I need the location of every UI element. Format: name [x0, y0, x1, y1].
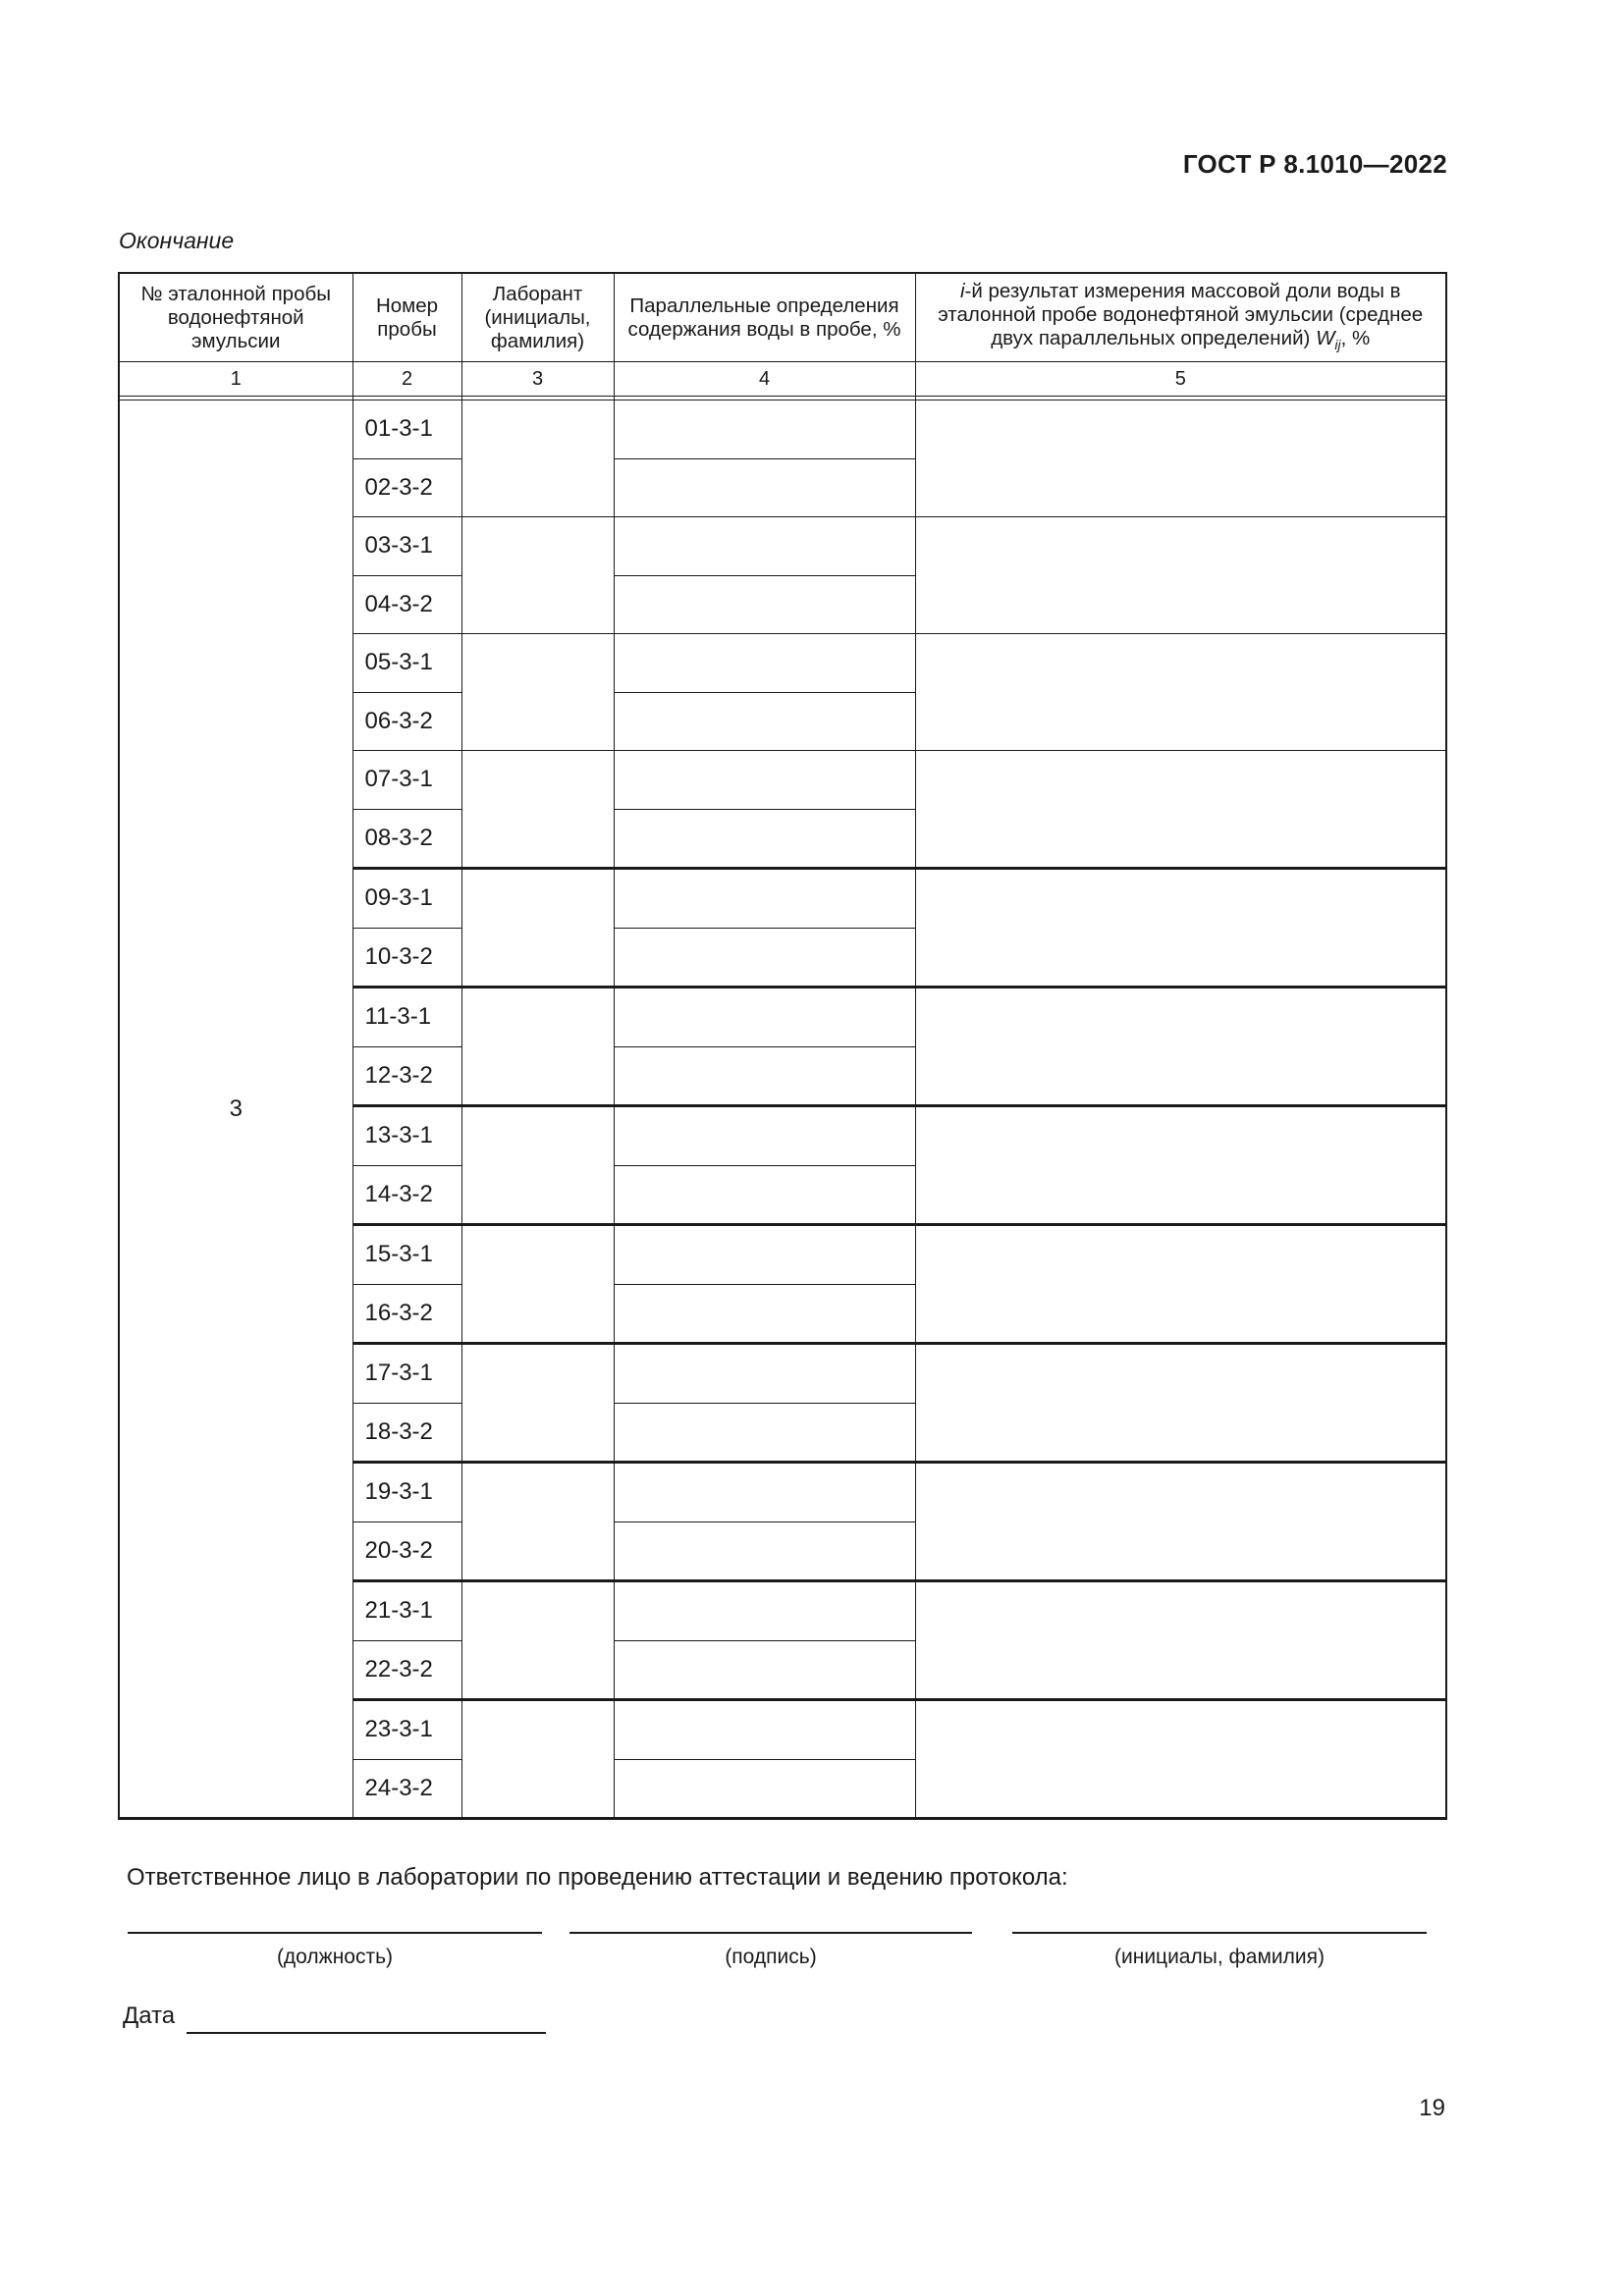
laborant-cell[interactable] [461, 869, 614, 988]
parallel-determination-cell[interactable] [614, 1463, 915, 1522]
column-number-row [119, 362, 1446, 397]
sample-number-cell: 05-3-1 [352, 634, 461, 693]
protocol-table [118, 272, 1447, 1820]
column-header-parallel: Параллельные определения содержания воды в пробе, % [614, 273, 915, 362]
parallel-determination-cell[interactable] [614, 1759, 915, 1819]
laborant-cell[interactable] [461, 517, 614, 634]
name-label: (инициалы, фамилия) [1114, 1946, 1325, 1968]
column-number-3: 3 [461, 362, 614, 397]
column-number-5: 5 [915, 362, 1446, 397]
parallel-determination-cell[interactable] [614, 458, 915, 517]
document-code: ГОСТ Р 8.1010—2022 [1182, 149, 1447, 179]
sample-number-cell: 22-3-2 [352, 1640, 461, 1700]
sample-number-cell: 19-3-1 [352, 1463, 461, 1522]
parallel-determination-cell[interactable] [614, 1106, 915, 1166]
result-cell[interactable] [915, 1581, 1446, 1700]
result-cell[interactable] [915, 751, 1446, 869]
position-label: (должность) [276, 1946, 394, 1968]
parallel-determination-cell[interactable] [614, 809, 915, 869]
sample-number-cell: 21-3-1 [352, 1581, 461, 1641]
signature-intro: Ответственное лицо в лаборатории по проведению аттестации и ведению протокола: [127, 1864, 1068, 1891]
parallel-determination-cell[interactable] [614, 928, 915, 988]
position-signature-line[interactable] [128, 1932, 542, 1934]
sample-number-cell: 11-3-1 [352, 988, 461, 1047]
parallel-determination-cell[interactable] [614, 1581, 915, 1641]
laborant-cell[interactable] [461, 400, 614, 517]
sample-number-cell: 16-3-2 [352, 1284, 461, 1344]
result-cell[interactable] [915, 869, 1446, 988]
column-number-2: 2 [352, 362, 461, 397]
laborant-cell[interactable] [461, 1225, 614, 1344]
parallel-determination-cell[interactable] [614, 634, 915, 693]
table-row [119, 400, 1446, 459]
date-label: Дата [123, 2002, 176, 2029]
parallel-determination-cell[interactable] [614, 1165, 915, 1225]
sample-number-cell: 15-3-1 [352, 1225, 461, 1285]
result-text: -й результат измерения массовой доли воды в эталонной пробе водонефтяной эмульсии (среднее двух параллельных определений) [938, 279, 1424, 349]
table-body [119, 400, 1446, 1819]
parallel-determination-cell[interactable] [614, 517, 915, 576]
result-cell[interactable] [915, 1106, 1446, 1225]
sample-number-cell: 20-3-2 [352, 1522, 461, 1581]
column-header-laborant: Лаборант (инициалы, фамилия) [461, 273, 614, 362]
parallel-determination-cell[interactable] [614, 575, 915, 634]
column-number-4: 4 [614, 362, 915, 397]
result-cell[interactable] [915, 988, 1446, 1106]
laborant-cell[interactable] [461, 1700, 614, 1819]
sample-number-cell: 23-3-1 [352, 1700, 461, 1760]
parallel-determination-cell[interactable] [614, 1225, 915, 1285]
sample-number-cell: 08-3-2 [352, 809, 461, 869]
parallel-determination-cell[interactable] [614, 400, 915, 459]
emulsion-sample-number: 3 [119, 400, 352, 1819]
parallel-determination-cell[interactable] [614, 1046, 915, 1106]
parallel-determination-cell[interactable] [614, 751, 915, 810]
parallel-determination-cell[interactable] [614, 869, 915, 929]
parallel-determination-cell[interactable] [614, 1344, 915, 1404]
result-italic-prefix: i [959, 279, 965, 302]
signature-line[interactable] [569, 1932, 972, 1934]
result-symbol: W [1316, 326, 1335, 349]
parallel-determination-cell[interactable] [614, 1403, 915, 1463]
sample-number-cell: 10-3-2 [352, 928, 461, 988]
result-cell[interactable] [915, 400, 1446, 517]
parallel-determination-cell[interactable] [614, 988, 915, 1047]
laborant-cell[interactable] [461, 988, 614, 1106]
result-subscript: ij [1334, 336, 1341, 352]
laborant-cell[interactable] [461, 1581, 614, 1700]
sample-number-cell: 04-3-2 [352, 575, 461, 634]
parallel-determination-cell[interactable] [614, 1700, 915, 1760]
result-cell[interactable] [915, 1463, 1446, 1581]
name-signature-line[interactable] [1012, 1932, 1427, 1934]
laborant-cell[interactable] [461, 1106, 614, 1225]
parallel-determination-cell[interactable] [614, 1284, 915, 1344]
result-cell[interactable] [915, 1225, 1446, 1344]
sample-number-cell: 13-3-1 [352, 1106, 461, 1166]
signature-label: (подпись) [725, 1946, 817, 1968]
sample-number-cell: 18-3-2 [352, 1403, 461, 1463]
column-header-emulsion: № эталонной пробы водонефтяной эмульсии [119, 273, 352, 362]
parallel-determination-cell[interactable] [614, 1640, 915, 1700]
column-number-1: 1 [119, 362, 352, 397]
table-header-row [119, 273, 1446, 362]
sample-number-cell: 02-3-2 [352, 458, 461, 517]
sample-number-cell: 12-3-2 [352, 1046, 461, 1106]
result-cell[interactable] [915, 1344, 1446, 1463]
result-suffix: , % [1340, 326, 1371, 349]
parallel-determination-cell[interactable] [614, 1522, 915, 1581]
date-line[interactable] [187, 2032, 546, 2034]
laborant-cell[interactable] [461, 751, 614, 869]
sample-number-cell: 07-3-1 [352, 751, 461, 810]
sample-number-cell: 03-3-1 [352, 517, 461, 576]
continuation-label: Окончание [119, 228, 235, 253]
column-header-result [915, 273, 1446, 362]
sample-number-cell: 14-3-2 [352, 1165, 461, 1225]
sample-number-cell: 24-3-2 [352, 1759, 461, 1819]
sample-number-cell: 09-3-1 [352, 869, 461, 929]
sample-number-cell: 17-3-1 [352, 1344, 461, 1404]
result-cell[interactable] [915, 1700, 1446, 1819]
sample-number-cell: 01-3-1 [352, 400, 461, 459]
laborant-cell[interactable] [461, 634, 614, 751]
laborant-cell[interactable] [461, 1344, 614, 1463]
parallel-determination-cell[interactable] [614, 692, 915, 751]
result-cell[interactable] [915, 517, 1446, 634]
result-cell[interactable] [915, 634, 1446, 751]
column-header-sample-number: Номер пробы [352, 273, 461, 362]
sample-number-cell: 06-3-2 [352, 692, 461, 751]
laborant-cell[interactable] [461, 1463, 614, 1581]
page-number: 19 [1419, 2095, 1445, 2121]
